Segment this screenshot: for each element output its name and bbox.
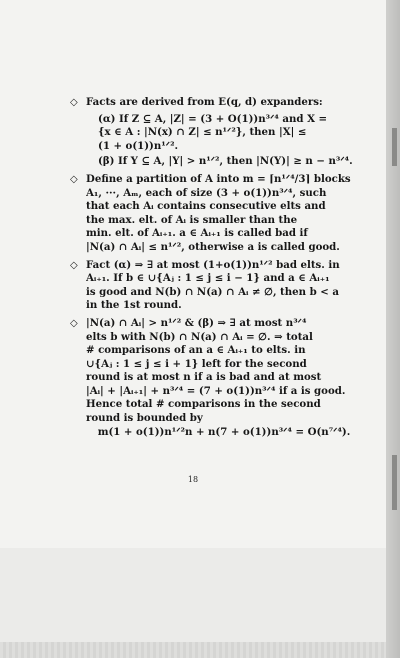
text-line: Aᵢ₊₁. If b ∈ ∪{Aⱼ : 1 ≤ j ≤ i − 1} and a ∈ Aᵢ₊₁: [86, 272, 330, 285]
edge-mark: [392, 128, 397, 166]
bullet-item: [72, 96, 362, 169]
display-formula: m(1 + o(1))n¹ᐟ²n + n(7 + o(1))n³ᐟ⁴ = O(n⁷ᐟ⁴).: [97, 425, 351, 438]
text-line: Hence total # comparisons in the second: [86, 398, 321, 411]
text-line: |N(a) ∩ Aᵢ| ≤ n¹ᐟ², otherwise a is called good.: [86, 240, 340, 253]
text-line: Fact (α) ⇒ ∃ at most (1+o(1))n¹ᐟ² bad elts. in: [86, 258, 340, 271]
diamond-bullet-icon: ◇: [70, 259, 78, 271]
text-line: |N(a) ∩ Aᵢ| > n¹ᐟ² & (β) ⇒ ∃ at most n³ᐟ⁴: [86, 316, 307, 329]
text-line: (1 + o(1))n¹ᐟ².: [98, 139, 179, 152]
sub-item-beta: [98, 155, 362, 169]
text-line: (α) If Z ⊆ A, |Z| = (3 + O(1))n³ᐟ⁴ and X =: [98, 112, 328, 125]
text-line: round is at most n if a is bad and at most: [86, 371, 322, 384]
bottom-edge: [0, 642, 386, 658]
page-edge: [386, 0, 400, 658]
diamond-bullet-icon: ◇: [70, 97, 78, 108]
text-line: {x ∈ A : |N(x) ∩ Z| ≤ n¹ᐟ²}, then |X| ≤: [98, 126, 307, 139]
text-line: in the 1st round.: [86, 299, 182, 312]
bullet-item: [72, 317, 362, 439]
text-line: Define a partition of A into m = ⌈n¹ᐟ⁴/3⌉ blocks: [86, 172, 351, 185]
text-line: round is bounded by: [86, 412, 203, 425]
bullet-item: [72, 173, 362, 255]
edge-mark: [392, 455, 397, 510]
text-line: |Aᵢ| + |Aᵢ₊₁| + n³ᐟ⁴ = (7 + o(1))n³ᐟ⁴ if a is good.: [86, 384, 346, 397]
text-line: elts b with N(b) ∩ N(a) ∩ Aᵢ = ∅. ⇒ total: [86, 330, 313, 343]
text-line: # comparisons of an a ∈ Aᵢ₊₁ to elts. in: [86, 344, 306, 357]
text-line: the max. elt. of Aᵢ is smaller than the: [86, 213, 298, 226]
diamond-bullet-icon: ◇: [70, 317, 78, 329]
text-line: A₁, ···, Aₘ, each of size (3 + o(1))n³ᐟ⁴, such: [86, 186, 327, 199]
text-line: ∪{Aⱼ : 1 ≤ j ≤ i + 1} left for the second: [86, 357, 307, 370]
text-line: (β) If Y ⊆ A, |Y| > n¹ᐟ², then |N(Y)| ≥ n − n³ᐟ⁴.: [98, 155, 353, 168]
diamond-bullet-icon: ◇: [70, 173, 78, 185]
slide-content: [72, 96, 362, 443]
text-line: Facts are derived from E(q, d) expanders:: [86, 96, 323, 108]
text-line: that each Aᵢ contains consecutive elts and: [86, 200, 326, 213]
text-line: min. elt. of Aᵢ₊₁. a ∈ Aᵢ₊₁ is called bad if: [86, 227, 308, 240]
sub-items: [86, 113, 362, 169]
text-line: is good and N(b) ∩ N(a) ∩ Aᵢ ≠ ∅, then b < a: [86, 285, 339, 298]
bullet-item: [72, 259, 362, 313]
page-number: 18: [187, 475, 199, 484]
sub-item-alpha: [98, 113, 362, 154]
